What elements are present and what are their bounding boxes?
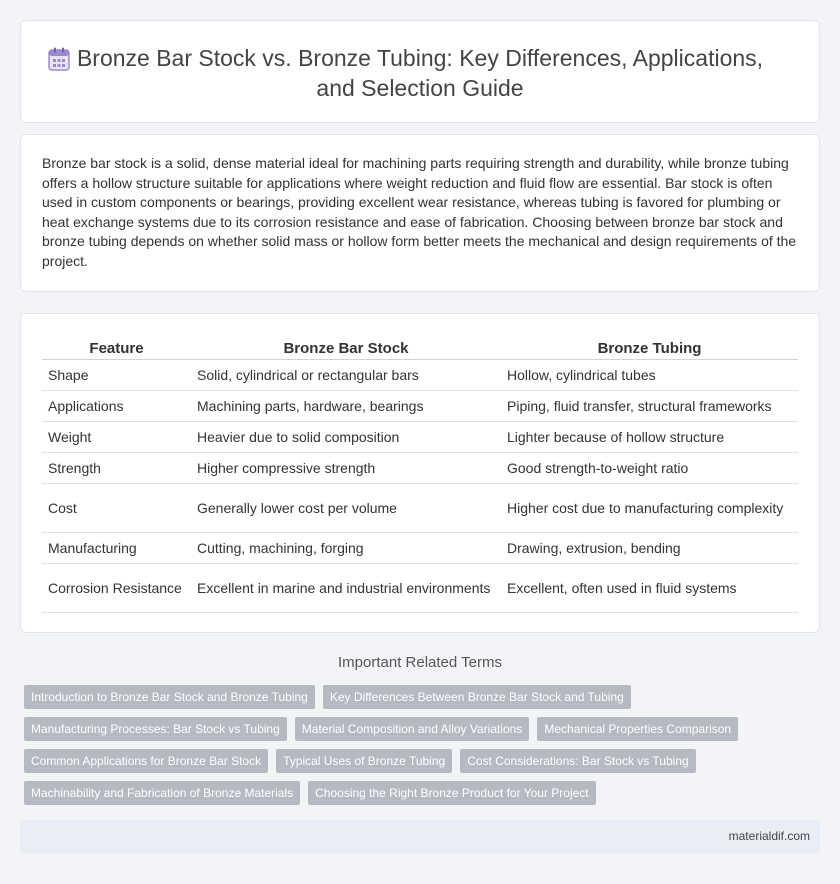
table-cell: Drawing, extrusion, bending xyxy=(501,532,798,563)
comparison-table xyxy=(42,333,798,613)
comparison-card xyxy=(20,313,820,633)
table-cell: Strength xyxy=(42,452,191,483)
table-row xyxy=(42,452,798,483)
table-cell: Excellent, often used in fluid systems xyxy=(501,563,798,612)
related-term-tag[interactable]: Machinability and Fabrication of Bronze Materials xyxy=(24,781,300,805)
related-term-tag[interactable]: Common Applications for Bronze Bar Stock xyxy=(24,749,268,773)
table-cell: Higher compressive strength xyxy=(191,452,501,483)
table-cell: Higher cost due to manufacturing complexity xyxy=(501,483,798,532)
related-term-tag[interactable]: Manufacturing Processes: Bar Stock vs Tubing xyxy=(24,717,287,741)
table-cell: Lighter because of hollow structure xyxy=(501,421,798,452)
tag-row xyxy=(24,749,764,773)
table-cell: Shape xyxy=(42,359,191,390)
table-row xyxy=(42,483,798,532)
table-row xyxy=(42,532,798,563)
tag-row xyxy=(24,685,764,709)
related-term-tag[interactable]: Choosing the Right Bronze Product for Your Project xyxy=(308,781,596,805)
related-term-tag[interactable]: Typical Uses of Bronze Tubing xyxy=(276,749,452,773)
table-cell: Good strength-to-weight ratio xyxy=(501,452,798,483)
table-cell: Excellent in marine and industrial environments xyxy=(191,563,501,612)
related-term-tag[interactable]: Material Composition and Alloy Variations xyxy=(295,717,530,741)
related-term-tag[interactable]: Introduction to Bronze Bar Stock and Bronze Tubing xyxy=(24,685,315,709)
table-row xyxy=(42,359,798,390)
related-term-tag[interactable]: Mechanical Properties Comparison xyxy=(537,717,738,741)
title-card xyxy=(20,20,820,123)
table-row xyxy=(42,421,798,452)
footer xyxy=(20,820,820,854)
related-term-tag[interactable]: Cost Considerations: Bar Stock vs Tubing xyxy=(460,749,695,773)
footer-site-link[interactable]: materialdif.com xyxy=(728,829,810,843)
table-row xyxy=(42,563,798,612)
table-cell: Piping, fluid transfer, structural frameworks xyxy=(501,390,798,421)
page-title xyxy=(21,43,819,103)
table-cell: Manufacturing xyxy=(42,532,191,563)
table-cell: Applications xyxy=(42,390,191,421)
table-cell: Heavier due to solid composition xyxy=(191,421,501,452)
tag-row xyxy=(24,781,764,805)
page-title-line1: Bronze Bar Stock vs. Bronze Tubing: Key Differences, Applications, xyxy=(76,45,764,71)
table-cell: Weight xyxy=(42,421,191,452)
table-cell: Hollow, cylindrical tubes xyxy=(501,359,798,390)
table-cell: Cost xyxy=(42,483,191,532)
header-bar-stock: Bronze Bar Stock xyxy=(191,333,501,359)
table-row xyxy=(42,390,798,421)
table-cell: Generally lower cost per volume xyxy=(191,483,501,532)
header-tubing: Bronze Tubing xyxy=(501,333,798,359)
table-cell: Solid, cylindrical or rectangular bars xyxy=(191,359,501,390)
table-cell: Corrosion Resistance xyxy=(42,563,191,612)
page-title-line2: and Selection Guide xyxy=(316,75,524,101)
tag-row xyxy=(24,717,764,741)
intro-paragraph: Bronze bar stock is a solid, dense material ideal for machining parts requiring strength and durability, while bronze tubing offers a hollow structure suitable for applications where weight reduction and fluid flow are essential. Bar stock is often used in custom components or bearings, providing excellent wear resistance, whereas tubing is favored for plumbing or heat exchange systems due to its corrosion resistance and ease of fabrication. Choosing between bronze bar stock and bronze tubing depends on whether solid mass or hollow form better meets the mechanical and design requirements of the project. xyxy=(42,155,797,269)
header-feature: Feature xyxy=(42,333,191,359)
related-terms-list xyxy=(24,685,764,813)
related-term-tag[interactable]: Key Differences Between Bronze Bar Stock and Tubing xyxy=(323,685,631,709)
table-cell: Cutting, machining, forging xyxy=(191,532,501,563)
table-cell: Machining parts, hardware, bearings xyxy=(191,390,501,421)
intro-card xyxy=(20,134,820,292)
table-header-row xyxy=(42,333,798,359)
related-terms-title: Important Related Terms xyxy=(338,654,502,671)
